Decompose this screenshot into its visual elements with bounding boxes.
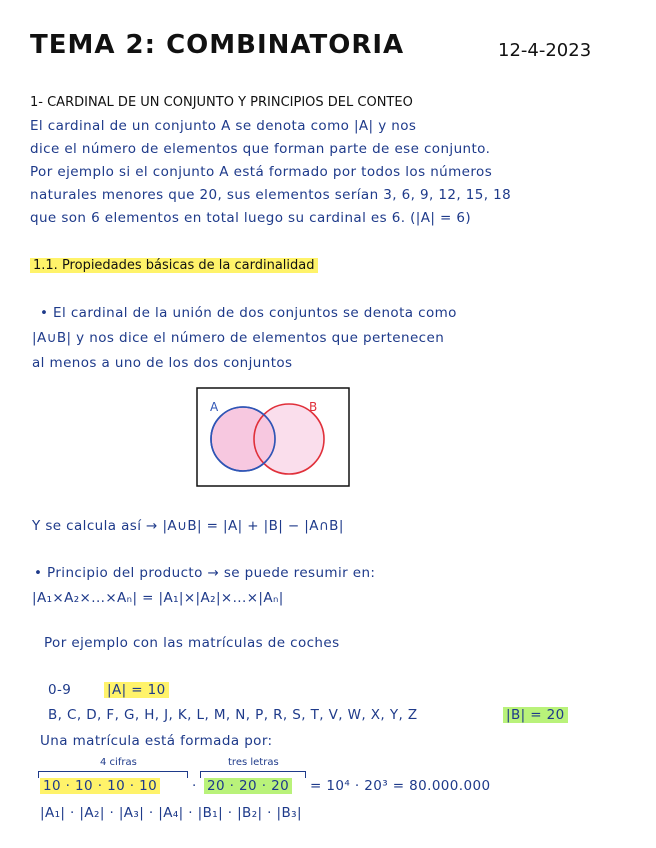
paragraph-line: El cardinal de un conjunto A se denota como |A| y nos (30, 118, 417, 134)
product-sets: |A₁| · |A₂| · |A₃| · |A₄| · |B₁| · |B₂| · |B₃| (40, 805, 302, 821)
brace-digits (38, 771, 188, 778)
paragraph-line: Por ejemplo si el conjunto A está formado por todos los números (30, 164, 493, 180)
digits-range: 0-9 (48, 682, 72, 698)
product-principle-heading: • Principio del producto → se puede resumir en: (34, 565, 376, 581)
union-formula: Y se calcula así → |A∪B| = |A| + |B| − |A∩B| (32, 518, 344, 534)
section-heading-1-1: 1.1. Propiedades básicas de la cardinalidad (30, 258, 318, 273)
brace-letters (200, 771, 306, 778)
section-heading-1: 1- CARDINAL DE UN CONJUNTO Y PRINCIPIOS DEL CONTEO (30, 95, 413, 110)
brace-label-letters: tres letras (228, 757, 279, 768)
set-a-label: A (210, 400, 219, 414)
product-dot: · (192, 778, 197, 794)
venn-diagram (196, 387, 350, 487)
letters-cardinal: |B| = 20 (503, 707, 568, 723)
brace-label-digits: 4 cifras (100, 757, 137, 768)
plate-description: Una matrícula está formada por: (40, 733, 273, 749)
product-digits: 10 · 10 · 10 · 10 (40, 778, 160, 794)
digits-cardinal: |A| = 10 (104, 682, 169, 698)
bullet-line: • El cardinal de la unión de dos conjuntos se denota como (40, 305, 457, 321)
paragraph-line: naturales menores que 20, sus elementos serían 3, 6, 9, 12, 15, 18 (30, 187, 512, 203)
paragraph-line: dice el número de elementos que forman parte de ese conjunto. (30, 141, 491, 157)
page-title: TEMA 2: COMBINATORIA (30, 30, 405, 60)
paragraph-line: que son 6 elementos en total luego su cardinal es 6. (|A| = 6) (30, 210, 472, 226)
page-date: 12-4-2023 (498, 40, 592, 61)
bullet-line: |A∪B| y nos dice el número de elementos que pertenecen (32, 330, 445, 346)
product-letters: 20 · 20 · 20 (204, 778, 292, 794)
example-heading: Por ejemplo con las matrículas de coches (44, 635, 340, 651)
product-result: = 10⁴ · 20³ = 80.000.000 (310, 778, 491, 794)
set-b-label: B (309, 400, 318, 414)
product-principle-formula: |A₁×A₂×...×Aₙ| = |A₁|×|A₂|×...×|Aₙ| (32, 590, 284, 606)
letters-list: B, C, D, F, G, H, J, K, L, M, N, P, R, S, T, V, W, X, Y, Z (48, 707, 418, 723)
bullet-line: al menos a uno de los dos conjuntos (32, 355, 293, 371)
